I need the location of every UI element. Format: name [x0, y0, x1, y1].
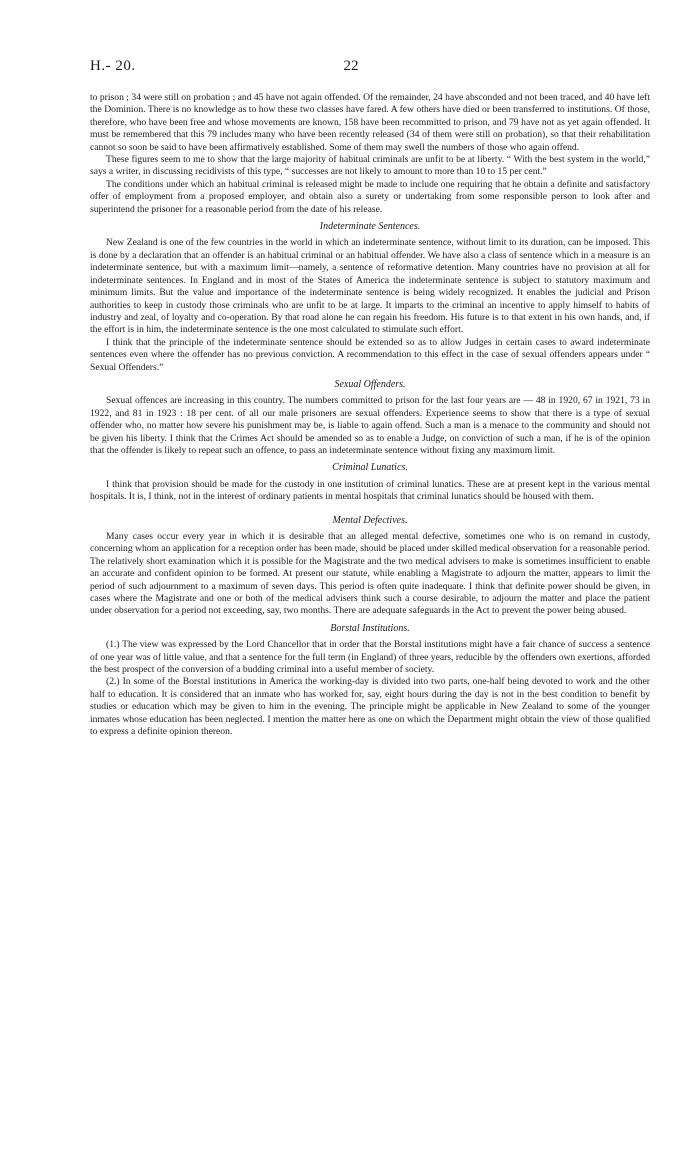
section-heading: Criminal Lunatics.: [332, 462, 408, 474]
paragraph: (1.) The view was expressed by the Lord Chancellor that in order that the Borstal institutions might have a fair chance of success a sentence of one year was of little value, and that a sentence for the full term (in England) of three years, reducible by the offenders own exertions, afforded the best prospect of the conversion of a budding criminal into a useful member of society.: [90, 639, 650, 676]
paragraph: Sexual offences are increasing in this country. The numbers committed to prison for the last four years are — 48 in 1920, 67 in 1921, 73 in 1922, and 81 in 1923 : 18 per cent. of all our male prisoners are sexual offenders. Experience seems to show that there is a type of sexual offender who, no matter how severe his punishment may be, is liable to again offend. Such a man is a menace to the community and should not be given his liberty. I think that the Crimes Act should be amended so as to enable a Judge, on conviction of such a man, if he is of the opinion that the offender is likely to repeat such an offence, to pass an indeterminate sentence without fixing any maximum limit.: [90, 395, 650, 456]
paragraph: These figures seem to me to show that the large majority of habitual criminals are unfit to be at liberty. “ With the best system in the world,” says a writer, in discussing recidivists of this type, “ successes are not likely to amount to more than 10 to 15 per cent.”: [90, 154, 650, 178]
paragraph: I think that provision should be made for the custody in one institution of criminal lunatics. These are at present kept in the various mental hospitals. It is, I think, not in the interest of ordinary patients in mental hospitals that criminal lunatics should be housed with them.: [90, 478, 650, 503]
paragraph: The conditions under which an habitual criminal is released might be made to include one requiring that he obtain a definite and satisfactory offer of employment from a proposed employer, and obtain also a surety or undertaking from some responsible person to look after and superintend the prisoner for a reasonable period from the date of his release.: [90, 178, 650, 215]
section-heading: Indeterminate Sentences.: [319, 221, 421, 233]
section-heading: Borstal Institutions.: [330, 622, 410, 634]
paragraph: I think that the principle of the indeterminate sentence should be extended so as to allow Judges in certain cases to award indeterminate sentences even where the offender has no previous conviction. A recommendation to this effect in the case of sexual offenders appears under “ Sexual Offenders.”: [90, 336, 650, 373]
section-heading: Mental Defectives.: [332, 514, 408, 526]
page-header: [90, 58, 612, 80]
paragraph: New Zealand is one of the few countries in the world in which an indeterminate sentence, without limit to its duration, can be imposed. This is done by a declaration that an offender is an habitual criminal or an habitual offender. We have also a class of sentence which in a measure is an indeterminate sentence, but with a maximum limit—namely, a sentence of reformative detention. Many countries have no provision at all for indeterminate sentences. In England and in most of the States of America the indeterminate sentence is subject to statutory maximum and minimum limits. But the value and importance of the indeterminate sentence is being widely recognized. It enables the judicial and Prison authorities to keep in custody those criminals who are unfit to be at large. It imparts to the criminal an incentive to apply himself to habits of industry and zeal, of loyalty and co-operation. By that road alone he can regain his freedom. His future is to that extent in his own hands, and, if the effort is in him, the indeterminate sentence is the one most calculated to stimulate such effort.: [90, 237, 650, 336]
document-code: H.- 20.: [90, 58, 136, 74]
paragraph: Many cases occur every year in which it is desirable that an alleged mental defective, sometimes one who is on remand in custody, concerning whom an application for a reception order has been made, should be placed under skilled medical observation for a reasonable period. The relatively short examination which it is possible for the Magistrate and the two medical advisers to make is sometimes insufficient to enable an accurate and confident opinion to be formed. At present our statute, while enabling a Magistrate to adjourn the matter, appears to limit the period of such adjournment to a maximum of seven days. This period is often quite inadequate. I think that definite power should be given, in cases where the Magistrate and one or both of the medical advisers think such a course desirable, to adjourn the matter and place the patient under observation for a period not exceeding, say, two months. There are adequate safeguards in the Act to prevent the power being abused.: [90, 531, 650, 617]
document-body: [90, 92, 650, 739]
paragraph: to prison ; 34 were still on probation ; and 45 have not again offended. Of the remainder, 24 have absconded and not been traced, and 40 have left the Dominion. There is no knowledge as to how these two classes have fared. A few others have died or been transferred to institutions. Of those, therefore, who have been free and whose movements are known, 158 have been recommitted to prison, and 79 have not as yet again offended. It must be remembered that this 79 includes many who have been recently released (34 of them were still on probation), so that their rehabilitation cannot so soon be said to have been affirmatively established. Some of them may swell the numbers of those who again offend.: [90, 92, 650, 153]
paragraph: (2.) In some of the Borstal institutions in America the working-day is divided into two parts, one-half being devoted to work and the other half to education. It is considered that an inmate who has worked for, say, eight hours during the day is not in the best condition to benefit by studies or education which may be given to him in the evening. The principle might be applicable in New Zealand to some of the younger inmates whose education has been neglected. I mention the matter here as one on which the Department might obtain the view of those qualified to express a definite opinion thereon.: [90, 676, 650, 738]
section-heading: Sexual Offenders.: [334, 378, 406, 390]
page-number: 22: [343, 58, 359, 74]
